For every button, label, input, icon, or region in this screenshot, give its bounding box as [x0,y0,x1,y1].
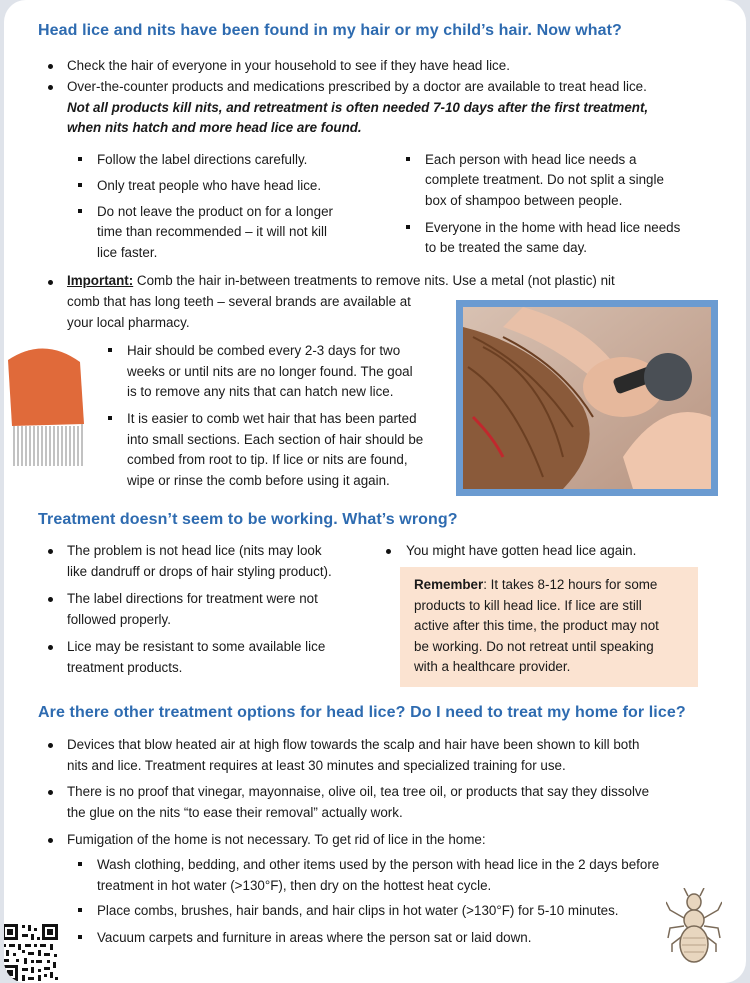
bullet-text: Lice may be resistant to some available lice [67,639,326,654]
sub-bullet-text: Do not leave the product on for a longer [97,204,333,219]
sub-bullet-text: Wash clothing, bedding, and other items used by the person with head lice in the 2 days before [97,857,660,872]
bullet-text: nits and lice. Treatment requires at least 30 minutes and specialized training for use. [67,758,566,773]
sub-bullet [78,908,82,912]
sub-bullet-text: Everyone in the home with head lice needs [425,220,681,235]
sub-bullet [406,157,410,161]
bullet-text: The label directions for treatment were not [67,591,318,606]
bullet-text: Check the hair of everyone in your household to see if they have head lice. [67,58,510,73]
important-text: Comb the hair in-between treatments to remove nits. Use a metal (not plastic) nit [133,273,615,288]
bullet-text: Over-the-counter products and medications prescribed by a doctor are available to treat head lice. [67,79,647,94]
document-page [4,0,746,983]
bullet [48,645,53,650]
sub-bullet-text: combed from root to tip. If lice or nits are found, [127,452,408,467]
section1-heading: Head lice and nits have been found in my hair or my child’s hair. Now what? [38,22,622,39]
combing-photo [456,300,718,496]
sub-bullet-text: Hair should be combed every 2-3 days for two [127,343,401,358]
sub-bullet-text: is to remove any nits that can hatch new lice. [127,384,394,399]
bullet-text: like dandruff or drops of hair styling product). [67,564,332,579]
bullet-text: Fumigation of the home is not necessary. To get rid of lice in the home: [67,832,486,847]
sub-bullet-text: Place combs, brushes, hair bands, and hair clips in hot water (>130°F) for 5-10 minutes. [97,903,619,918]
sub-bullet [78,157,82,161]
remember-text: : It takes 8-12 hours for some [483,577,658,592]
bullet-text: Devices that blow heated air at high flow towards the scalp and hair have been shown to kill both [67,737,640,752]
bullet [48,280,53,285]
bold-note: when nits hatch and more head lice are found. [67,120,362,135]
sub-bullet [78,862,82,866]
sub-bullet-text: Follow the label directions carefully. [97,152,308,167]
bullet [48,597,53,602]
remember-callout [400,567,698,687]
sub-bullet-text: Vacuum carpets and furniture in areas where the person sat or laid down. [97,930,532,945]
bullet-text: The problem is not head lice (nits may look [67,543,322,558]
sub-bullet-text: to be treated the same day. [425,240,588,255]
bullet-text: the glue on the nits “to ease their removal” actually work. [67,805,403,820]
bullet [48,838,53,843]
sub-bullet-text: box of shampoo between people. [425,193,623,208]
remember-text: with a healthcare provider. [414,659,571,674]
sub-bullet-text: It is easier to comb wet hair that has been parted [127,411,417,426]
sub-bullet-text: wipe or rinse the comb before using it again. [127,473,390,488]
sub-bullet-text: lice faster. [97,245,158,260]
remember-text: active after this time, the product may not [414,618,659,633]
bullet [48,743,53,748]
sub-bullet-text: time than recommended – it will not kill [97,224,327,239]
sub-bullet [78,183,82,187]
sub-bullet-text: Each person with head lice needs a [425,152,637,167]
bullet-text: You might have gotten head lice again. [406,543,637,558]
sub-bullet-text: weeks or until nits are no longer found. The goal [127,364,413,379]
bullet [48,64,53,69]
section3-heading: Are there other treatment options for head lice? Do I need to treat my home for lice? [38,704,686,721]
sub-bullet [406,225,410,229]
sub-bullet-text: treatment in hot water (>130°F), then dry on the hottest heat cycle. [97,878,492,893]
sub-bullet [108,348,112,352]
bullet-text: treatment products. [67,660,183,675]
louse-icon [666,888,722,964]
important-text: your local pharmacy. [67,315,190,330]
important-text: comb that has long teeth – several brands are available at [67,294,411,309]
important-label: Important: [67,273,134,288]
sub-bullet-text: complete treatment. Do not split a single [425,172,664,187]
bullet [48,790,53,795]
lice-comb-icon [4,340,92,470]
important-line [67,271,615,292]
bullet-text: There is no proof that vinegar, mayonnaise, olive oil, tea tree oil, or products that say they dissolve [67,784,650,799]
remember-text: be working. Do not retreat until speaking [414,638,654,654]
qr-code-icon [4,922,60,983]
remember-text: products to kill head lice. If lice are still [414,597,642,613]
combing-photo-image [463,307,711,489]
sub-bullet-text: into small sections. Each section of hair should be [127,432,424,447]
bullet [48,549,53,554]
sub-bullet-text: Only treat people who have head lice. [97,178,322,193]
sub-bullet [78,935,82,939]
bullet [48,85,53,90]
sub-bullet [78,209,82,213]
section2-heading: Treatment doesn’t seem to be working. What’s wrong? [38,511,458,528]
remember-label: Remember [414,577,484,592]
bullet [386,549,391,554]
bullet-text: followed properly. [67,612,171,627]
sub-bullet [108,416,112,420]
bold-note: Not all products kill nits, and retreatment is often needed 7-10 days after the first treatment, [67,100,649,115]
